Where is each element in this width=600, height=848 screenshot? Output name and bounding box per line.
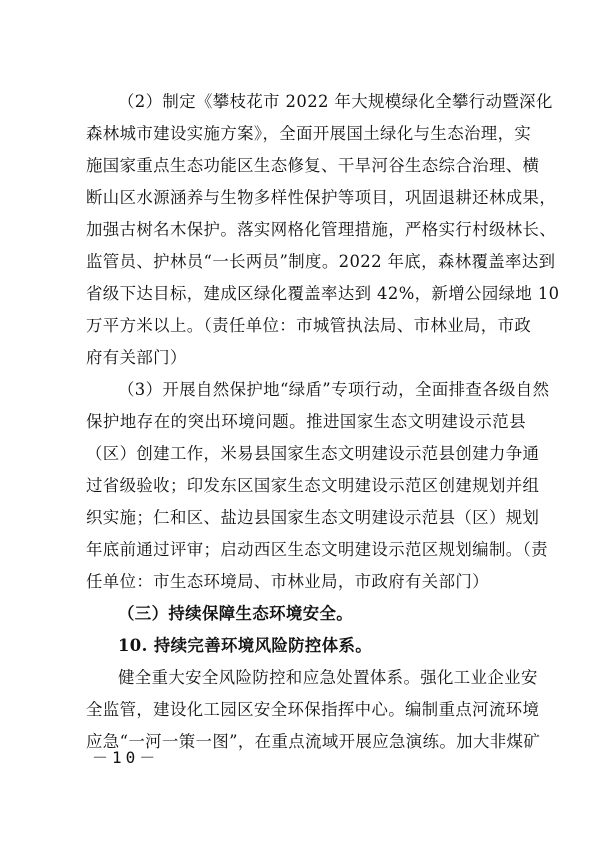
paragraph-2-line-4: 断山区水源涵养与生物多样性保护等项目，巩固退耕还林成果， xyxy=(86,188,557,207)
paragraph-10-line-3: 应急“一河一策一图”，在重点流域开展应急演练。加大非煤矿 xyxy=(86,732,541,751)
paragraph-3-line-7: 任单位：市生态环境局、市林业局，市政府有关部门） xyxy=(86,572,489,591)
subsection-heading: 10. 持续完善环境风险防控体系。 xyxy=(118,636,373,655)
paragraph-2-line-9: 府有关部门） xyxy=(86,348,187,367)
paragraph-10-line-1: 健全重大安全风险防控和应急处置体系。强化工业企业安 xyxy=(118,668,538,687)
paragraph-3-line-6: 年底前通过评审；启动西区生态文明建设示范区规划编制。（责 xyxy=(86,540,548,559)
paragraph-2-line-2: 森林城市建设实施方案》，全面开展国土绿化与生态治理，实 xyxy=(86,124,532,143)
paragraph-10-line-2: 全监管，建设化工园区安全环保指挥中心。编制重点河流环境 xyxy=(86,700,540,719)
paragraph-2-line-6: 监管员、护林员“一长两员”制度。2022 年底，森林覆盖率达到 xyxy=(86,252,556,271)
paragraph-3-line-5: 织实施；仁和区、盐边县国家生态文明建设示范县（区）规划 xyxy=(86,508,540,527)
section-heading: （三）持续保障生态环境安全。 xyxy=(118,604,354,623)
paragraph-2-line-8: 万平方米以上。（责任单位：市城管执法局、市林业局，市政 xyxy=(86,316,532,335)
paragraph-3-line-1: （3）开展自然保护地“绿盾”专项行动，全面排查各级自然 xyxy=(118,380,550,399)
paragraph-2-line-7: 省级下达目标，建成区绿化覆盖率达到 42%，新增公园绿地 10 xyxy=(86,284,560,303)
paragraph-2-line-5: 加强古树名木保护。落实网格化管理措施，严格实行村级林长、 xyxy=(86,220,557,239)
paragraph-3-line-3: （区）创建工作，米易县国家生态文明建设示范县创建力争通 xyxy=(86,444,540,463)
paragraph-2-line-3: 施国家重点生态功能区生态修复、干旱河谷生态综合治理、横 xyxy=(86,156,540,175)
paragraph-3-line-2: 保护地存在的突出环境问题。推进国家生态文明建设示范县 xyxy=(86,412,526,431)
paragraph-2-line-1: （2）制定《攀枝花市 2022 年大规模绿化全攀行动暨深化 xyxy=(118,92,553,111)
paragraph-3-line-4: 过省级验收；印发东区国家生态文明建设示范区创建规划并组 xyxy=(86,476,540,495)
page-number: －10－ xyxy=(92,748,160,767)
document-body xyxy=(86,86,560,758)
